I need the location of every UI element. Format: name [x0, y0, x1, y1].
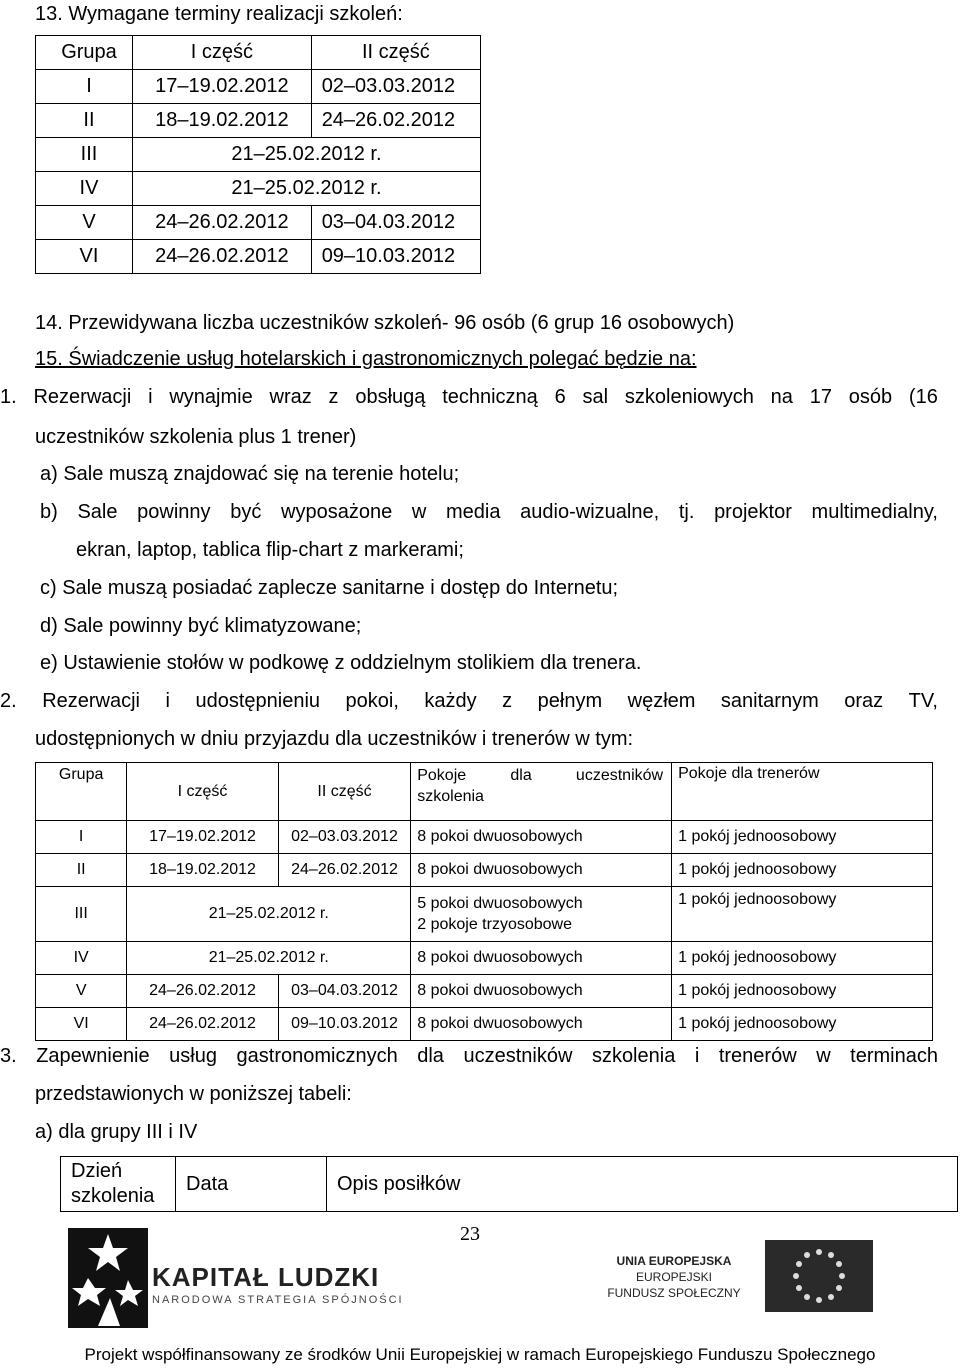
header-part-2: II część — [311, 36, 480, 70]
item-3-line-1 — [0, 1044, 938, 1068]
cell-part-2: 24–26.02.2012 — [311, 104, 480, 138]
word: usług — [169, 1045, 217, 1067]
cell-part-1: 18–19.02.2012 — [127, 854, 279, 887]
word: sal — [582, 386, 609, 408]
cell-group: IV — [36, 942, 127, 975]
word: pełnym — [537, 690, 603, 712]
eu-line-2: EUROPEJSKI — [635, 1270, 713, 1284]
cell-participant-rooms — [411, 887, 672, 942]
cell-part-2: 09–10.03.2012 — [311, 240, 480, 274]
word: pokoi, — [345, 690, 399, 712]
cell-part-2: 02–03.03.2012 — [278, 821, 410, 854]
word: (16 — [908, 386, 938, 408]
header-part-2: II część — [278, 763, 410, 821]
word: powinny — [137, 501, 211, 523]
word: Rezerwacji — [42, 690, 140, 712]
header-participant-rooms-line-2: szkolenia — [417, 788, 484, 805]
table-row — [36, 975, 933, 1008]
header-part-1: I część — [132, 36, 311, 70]
item-2-line-1 — [0, 689, 938, 713]
cell-part-1: 17–19.02.2012 — [132, 70, 311, 104]
word: z — [502, 690, 513, 712]
word: być — [230, 501, 262, 523]
word: w — [411, 501, 427, 523]
cell-merged-dates: 21–25.02.2012 r. — [132, 138, 480, 172]
cell-participant-rooms: 8 pokoi dwuosobowych — [411, 1008, 672, 1041]
header-grupa: Grupa — [36, 763, 127, 821]
cell-participant-rooms: 8 pokoi dwuosobowych — [411, 821, 672, 854]
item-1c: c) Sale muszą posiadać zaplecze sanitarne i dostęp do Internetu; — [40, 577, 619, 599]
cell-group: IV — [36, 172, 133, 206]
cell-trainer-rooms: 1 pokój jednoosobowy — [672, 887, 933, 942]
kapital-ludzki-emblem — [68, 1228, 148, 1328]
item-1e: e) Ustawienie stołów w podkowę z oddzielnym stolikiem dla trenera. — [40, 652, 642, 674]
word: dla — [510, 767, 532, 784]
word: sanitarnym — [720, 690, 819, 712]
cell-trainer-rooms: 1 pokój jednoosobowy — [672, 975, 933, 1008]
header-date: Data — [176, 1157, 327, 1212]
cell-group: VI — [36, 240, 133, 274]
item-3-line-2: przedstawionych w poniższej tabeli: — [35, 1083, 352, 1105]
table-header-row — [36, 36, 481, 70]
word: 17 — [809, 386, 832, 408]
word: szkoleniowych — [624, 386, 754, 408]
cell-part-2: 09–10.03.2012 — [278, 1008, 410, 1041]
header-meal-description: Opis posiłków — [327, 1157, 958, 1212]
word: audio-wizualne, — [520, 501, 660, 523]
rooms-line-2: 2 pokoje trzyosobowe — [417, 916, 572, 933]
cell-participant-rooms: 8 pokoi dwuosobowych — [411, 975, 672, 1008]
word: 2. — [0, 690, 17, 712]
item-1a: a) Sale muszą znajdować się na terenie hotelu; — [40, 463, 460, 485]
cell-group: II — [36, 104, 133, 138]
word: węzłem — [627, 690, 696, 712]
kapital-ludzki-title: KAPITAŁ LUDZKI — [152, 1262, 380, 1292]
header-training-day — [61, 1157, 176, 1212]
word: uczestników — [463, 1045, 573, 1067]
word: trenerów — [718, 1045, 797, 1067]
section-15: 15. Świadczenie usług hotelarskich i gastronomicznych polegać będzie na: — [35, 348, 697, 370]
header-participant-rooms-line-1 — [417, 765, 671, 786]
cell-participant-rooms: 8 pokoi dwuosobowych — [411, 942, 672, 975]
cell-group: III — [36, 887, 127, 942]
header-trainer-rooms: Pokoje dla trenerów — [672, 763, 933, 821]
cell-part-1: 24–26.02.2012 — [127, 975, 279, 1008]
table-row — [36, 206, 481, 240]
word: TV, — [908, 690, 938, 712]
eu-logo-text — [603, 1253, 745, 1301]
word: media — [446, 501, 501, 523]
rooms-table — [35, 762, 933, 1041]
word: uczestników — [575, 767, 664, 784]
cell-trainer-rooms: 1 pokój jednoosobowy — [672, 1008, 933, 1041]
section-13-heading: 13. Wymagane terminy realizacji szkoleń: — [35, 3, 403, 25]
word: z — [328, 386, 339, 408]
word: Pokoje — [417, 767, 467, 784]
word: obsługą — [355, 386, 426, 408]
eu-line-3: FUNDUSZ SPOŁECZNY — [607, 1286, 741, 1300]
cell-part-1: 18–19.02.2012 — [132, 104, 311, 138]
header-part-1: I część — [127, 763, 279, 821]
word: wyposażone — [281, 501, 393, 523]
cell-participant-rooms: 8 pokoi dwuosobowych — [411, 854, 672, 887]
word: terminach — [850, 1045, 938, 1067]
word: i — [694, 1045, 700, 1067]
word: Zapewnienie — [36, 1045, 150, 1067]
cell-part-2: 03–04.03.2012 — [311, 206, 480, 240]
table-row — [36, 138, 481, 172]
word: Rezerwacji — [33, 386, 132, 408]
cell-group: I — [36, 821, 127, 854]
cell-group: V — [36, 975, 127, 1008]
table-row — [36, 1008, 933, 1041]
word: na — [770, 386, 793, 408]
rooms-line-1: 5 pokoi dwuosobowych — [417, 895, 583, 912]
cell-trainer-rooms: 1 pokój jednoosobowy — [672, 821, 933, 854]
eu-flag-graphic — [765, 1240, 873, 1312]
table-row — [36, 240, 481, 274]
table-row — [36, 70, 481, 104]
item-1-line-1 — [0, 385, 938, 409]
eu-flag — [765, 1240, 873, 1312]
cell-part-2: 24–26.02.2012 — [278, 854, 410, 887]
section-14: 14. Przewidywana liczba uczestników szkoleń- 96 osób (6 grup 16 osobowych) — [35, 312, 735, 334]
word: projektor — [714, 501, 792, 523]
word: dla — [417, 1045, 444, 1067]
cell-part-1: 24–26.02.2012 — [127, 1008, 279, 1041]
cell-merged-dates: 21–25.02.2012 r. — [132, 172, 480, 206]
table-row — [36, 172, 481, 206]
cell-part-1: 17–19.02.2012 — [127, 821, 279, 854]
word: gastronomicznych — [236, 1045, 398, 1067]
word: udostępnieniu — [195, 690, 321, 712]
word: techniczną — [442, 386, 538, 408]
item-1b-line-2: ekran, laptop, tablica flip-chart z markerami; — [76, 539, 464, 561]
header-training-day-line-2: szkolenia — [71, 1185, 155, 1207]
header-grupa: Grupa — [36, 36, 133, 70]
word: każdy — [424, 690, 477, 712]
table-row — [36, 887, 933, 942]
word: b) — [40, 501, 58, 523]
cell-group: III — [36, 138, 133, 172]
cell-part-2: 03–04.03.2012 — [278, 975, 410, 1008]
table-row — [36, 854, 933, 887]
table-header-row — [36, 763, 933, 821]
word: i — [165, 690, 170, 712]
cell-trainer-rooms: 1 pokój jednoosobowy — [672, 942, 933, 975]
item-1-line-2: uczestników szkolenia plus 1 trener) — [35, 426, 357, 448]
word: i — [148, 386, 153, 408]
page-number: 23 — [460, 1223, 480, 1245]
eu-line-1: UNIA EUROPEJSKA — [616, 1254, 732, 1268]
cell-group: II — [36, 854, 127, 887]
word: 3. — [0, 1045, 17, 1067]
word: 1. — [0, 386, 17, 408]
deadlines-table — [35, 35, 481, 274]
item-1b-line-1 — [40, 500, 938, 524]
meals-table — [60, 1156, 958, 1212]
cell-trainer-rooms: 1 pokój jednoosobowy — [672, 854, 933, 887]
word: tj. — [678, 501, 695, 523]
cell-group: V — [36, 206, 133, 240]
table-row — [36, 104, 481, 138]
item-3a: a) dla grupy III i IV — [35, 1121, 198, 1143]
table-row — [36, 821, 933, 854]
cell-part-1: 24–26.02.2012 — [132, 206, 311, 240]
item-2-line-2: udostępnionych w dniu przyjazdu dla uczestników i trenerów w tym: — [35, 728, 634, 750]
word: wraz — [269, 386, 312, 408]
cell-part-2: 02–03.03.2012 — [311, 70, 480, 104]
kapital-ludzki-subtitle: NARODOWA STRATEGIA SPÓJNOŚCI — [152, 1294, 404, 1306]
table-header-row — [61, 1157, 958, 1212]
header-training-day-line-1: Dzień — [71, 1160, 123, 1182]
item-1d: d) Sale powinny być klimatyzowane; — [40, 615, 362, 637]
word: wynajmie — [169, 386, 253, 408]
word: multimedialny, — [811, 501, 938, 523]
cell-merged-dates: 21–25.02.2012 r. — [127, 942, 411, 975]
cell-part-1: 24–26.02.2012 — [132, 240, 311, 274]
header-participant-rooms — [411, 763, 672, 821]
cell-merged-dates: 21–25.02.2012 r. — [127, 887, 411, 942]
word: 6 — [554, 386, 566, 408]
kapital-ludzki-emblem-graphic — [68, 1228, 148, 1328]
word: oraz — [844, 690, 884, 712]
word: osób — [848, 386, 893, 408]
word: w — [816, 1045, 831, 1067]
table-row — [36, 942, 933, 975]
cell-group: VI — [36, 1008, 127, 1041]
cell-group: I — [36, 70, 133, 104]
word: szkolenia — [591, 1045, 676, 1067]
footer-note: Projekt współfinansowany ze środków Unii Europejskiej w ramach Europejskiego Funduszu Społecznego — [84, 1345, 876, 1364]
word: Sale — [77, 501, 118, 523]
